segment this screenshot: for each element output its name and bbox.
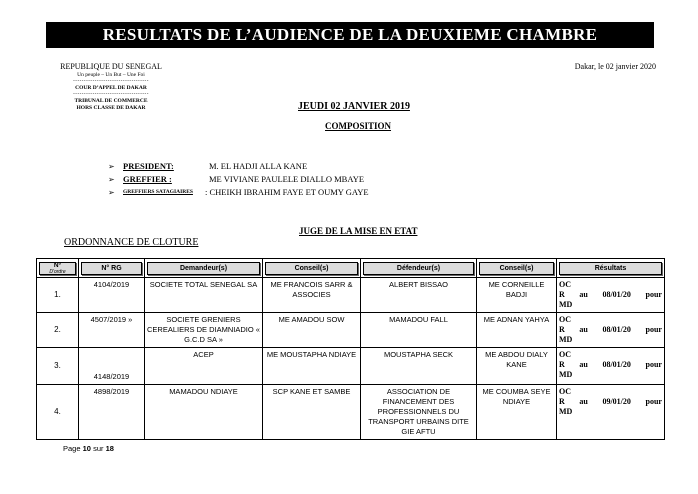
cell-conseil-defense: ME CORNEILLE BADJI — [477, 278, 557, 313]
result-end: MD — [559, 335, 573, 344]
result-line: R au 09/01/20 pour — [559, 397, 662, 406]
table-row — [37, 278, 665, 313]
table-header-row — [37, 259, 665, 278]
sub-title: ORDONNANCE DE CLOTURE — [64, 237, 199, 248]
table-row — [37, 385, 665, 440]
cell-num: 1. — [37, 278, 79, 313]
national-motto: Un peuple – Un But – Une Foi — [77, 72, 145, 78]
cell-defendeur: MOUSTAPHA SECK — [361, 348, 477, 385]
cell-conseil-defense: ME ADNAN YAHYA — [477, 313, 557, 348]
table-row — [37, 348, 665, 385]
page-total: 18 — [105, 444, 114, 453]
member-name: M. EL HADJI ALLA KANE — [209, 161, 308, 171]
results-table — [36, 258, 665, 440]
cell-defendeur: ALBERT BISSAO — [361, 278, 477, 313]
result-line: R au 08/01/20 pour — [559, 290, 662, 299]
separator-1: ----------------------------------- — [73, 79, 149, 84]
page-number: 10 — [82, 444, 91, 453]
composition-list — [108, 160, 369, 199]
cell-conseil: ME MOUSTAPHA NDIAYE — [263, 348, 361, 385]
member-role: GREFFIER : — [123, 174, 172, 184]
page-word: Page — [63, 444, 81, 453]
result-line: R au 08/01/20 pour — [559, 360, 662, 369]
cell-demandeur: SOCIETE GRENIERS CEREALIERS DE DIAMNIADIO « G.C.D SA » — [145, 313, 263, 348]
cell-rg: 4148/2019 — [79, 348, 145, 385]
cell-defendeur: MAMADOU FALL — [361, 313, 477, 348]
result-code: OC — [559, 280, 571, 289]
cell-resultat — [557, 385, 665, 440]
member-role: PRESIDENT: — [123, 161, 174, 171]
tribunal-line-2: HORS CLASSE DE DAKAR — [76, 105, 146, 111]
member-name: ME VIVIANE PAULELE DIALLO MBAYE — [209, 174, 365, 184]
result-code: OC — [559, 387, 571, 396]
table-row — [37, 313, 665, 348]
result-end: MD — [559, 300, 573, 309]
result-end: MD — [559, 407, 573, 416]
cell-num: 2. — [37, 313, 79, 348]
cell-resultat — [557, 313, 665, 348]
result-line: R au 08/01/20 pour — [559, 325, 662, 334]
cell-demandeur: ACEP — [145, 348, 263, 385]
cell-conseil: ME AMADOU SOW — [263, 313, 361, 348]
cell-num: 4. — [37, 385, 79, 440]
member-greffier — [108, 173, 369, 186]
col-header-num: N° D'ordre — [39, 262, 76, 275]
col-header-rg: N° RG — [81, 262, 142, 275]
tribunal-line-1: TRIBUNAL DE COMMERCE — [74, 98, 148, 104]
cell-rg: 4898/2019 — [79, 385, 145, 440]
cell-demandeur: MAMADOU NDIAYE — [145, 385, 263, 440]
court-name: COUR D’APPEL DE DAKAR — [75, 85, 147, 91]
cell-conseil-defense: ME ABDOU DIALY KANE — [477, 348, 557, 385]
col-header-demandeur: Demandeur(s) — [147, 262, 260, 275]
composition-label: COMPOSITION — [325, 121, 392, 131]
document-date: Dakar, le 02 janvier 2020 — [574, 62, 656, 71]
member-name: : CHEIKH IBRAHIM FAYE ET OUMY GAYE — [205, 187, 369, 197]
result-code: OC — [559, 350, 571, 359]
republic-name: REPUBLIQUE DU SENEGAL — [60, 62, 162, 71]
col-header-conseil-defense: Conseil(s) — [479, 262, 554, 275]
cell-resultat — [557, 348, 665, 385]
page-sur: sur — [93, 444, 104, 453]
result-code: OC — [559, 315, 571, 324]
arrow-bullet-icon: ➢ — [108, 188, 115, 197]
hearing-day-title: JEUDI 02 JANVIER 2019 — [298, 101, 410, 112]
cell-demandeur: SOCIETE TOTAL SENEGAL SA — [145, 278, 263, 313]
separator-2: ----------------------------------- — [73, 92, 149, 97]
col-header-defendeur: Défendeur(s) — [363, 262, 474, 275]
cell-resultat — [557, 278, 665, 313]
member-role: GREFFIERS SATAGIAIRES — [123, 189, 193, 195]
arrow-bullet-icon: ➢ — [108, 175, 115, 184]
arrow-bullet-icon: ➢ — [108, 162, 115, 171]
result-end: MD — [559, 370, 573, 379]
member-president — [108, 160, 369, 173]
page-footer — [63, 444, 114, 453]
cell-conseil: SCP KANE ET SAMBE — [263, 385, 361, 440]
section-title: JUGE DE LA MISE EN ETAT — [299, 226, 418, 236]
member-greffiers-stagiaires — [108, 186, 369, 199]
col-header-resultats: Résultats — [559, 262, 662, 275]
cell-defendeur: ASSOCIATION DE FINANCEMENT DES PROFESSIONNELS DU TRANSPORT URBAINS DITE GIE AFTU — [361, 385, 477, 440]
cell-conseil-defense: ME COUMBA SEYE NDIAYE — [477, 385, 557, 440]
cell-conseil: ME FRANCOIS SARR & ASSOCIES — [263, 278, 361, 313]
cell-rg: 4104/2019 — [79, 278, 145, 313]
page-banner: RESULTATS DE L’AUDIENCE DE LA DEUXIEME CHAMBRE — [46, 22, 654, 48]
cell-rg: 4507/2019 » — [79, 313, 145, 348]
cell-num: 3. — [37, 348, 79, 385]
col-header-conseil: Conseil(s) — [265, 262, 358, 275]
letterhead — [52, 62, 170, 112]
